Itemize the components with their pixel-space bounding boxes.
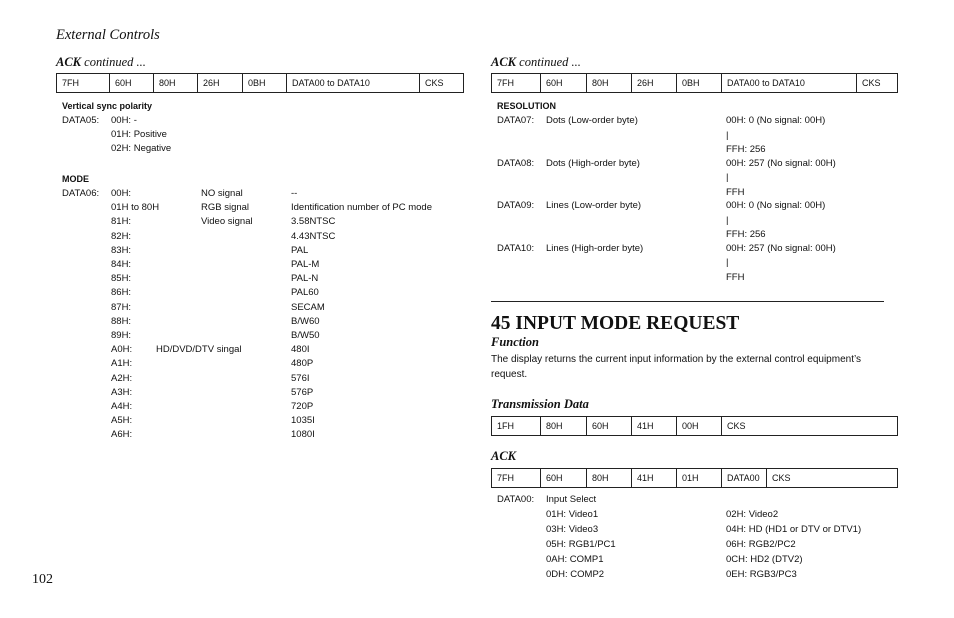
mode-format: 576P (291, 386, 314, 398)
resolution-range-bar: | (726, 129, 729, 141)
resolution-data-label: DATA09: (497, 200, 535, 211)
input-option: 06H: RGB2/PC2 (726, 539, 796, 550)
input-option: 0DH: COMP2 (546, 569, 605, 580)
mode-format: SECAM (291, 301, 325, 313)
ack-bold: ACK (491, 55, 517, 69)
mode-code: A5H: (111, 415, 133, 427)
mode-code: 89H: (111, 330, 132, 341)
mode-code: A2H: (111, 372, 133, 384)
section-title: 45 INPUT MODE REQUEST (491, 313, 740, 334)
input-option: 0AH: COMP1 (546, 554, 604, 565)
mode-format: B/W60 (291, 315, 320, 327)
page-header: External Controls (56, 27, 160, 43)
mode-code: A6H: (111, 429, 133, 441)
byte-cell: CKS (420, 74, 464, 93)
resolution-value: 00H: 0 (No signal: 00H) (726, 200, 826, 211)
mode-format: 720P (291, 401, 314, 412)
mode-format: PAL-N (291, 273, 319, 285)
mode-title: MODE (62, 174, 89, 184)
mode-format: 1035I (291, 415, 315, 427)
mode-code: 82H: (111, 230, 132, 242)
byte-cell: 7FH (57, 74, 110, 93)
mode-format: PAL (291, 244, 309, 256)
resolution-value: FFH (726, 186, 745, 198)
resolution-data-label: DATA07: (497, 115, 535, 126)
resolution-description: Dots (High-order byte) (546, 157, 640, 169)
mode-code: A0H: (111, 344, 133, 356)
byte-cell: 26H (198, 74, 243, 93)
ack-continued-caption-left (56, 55, 146, 70)
resolution-range-bar: | (726, 214, 729, 226)
byte-cell: 80H (587, 469, 632, 488)
byte-cell: 41H (632, 469, 677, 488)
function-text: The display returns the current input information by the external control equipment’s request. (491, 354, 862, 380)
vsync-data-label: DATA05: (62, 115, 100, 126)
mode-format: -- (291, 188, 298, 199)
byte-cell: 80H (154, 74, 198, 93)
resolution-description: Lines (High-order byte) (546, 242, 644, 254)
resolution-value: 00H: 0 (No signal: 00H) (726, 115, 826, 126)
mode-format: 480I (291, 344, 310, 356)
byte-cell: DATA00 to DATA10 (287, 74, 420, 93)
byte-cell: 60H (587, 417, 632, 436)
mode-format: 480P (291, 358, 314, 370)
byte-cell: DATA00 to DATA10 (722, 74, 857, 93)
ack-byte-table-right (491, 73, 898, 93)
input-option: 02H: Video2 (726, 509, 779, 520)
byte-cell: 26H (632, 74, 677, 93)
byte-cell: 80H (541, 417, 587, 436)
mode-format: 1080I (291, 429, 315, 441)
resolution-description: Dots (Low-order byte) (546, 115, 638, 126)
resolution-value: 00H: 257 (No signal: 00H) (726, 242, 836, 254)
mode-format: 576I (291, 372, 310, 384)
resolution-title: RESOLUTION (497, 101, 557, 111)
byte-cell: 0BH (677, 74, 722, 93)
input-option: 05H: RGB1/PC1 (546, 539, 616, 550)
mode-data-label: DATA06: (62, 188, 100, 199)
byte-cell: 41H (632, 417, 677, 436)
resolution-value: FFH: 256 (726, 229, 766, 240)
mode-code: 01H to 80H (111, 202, 160, 214)
page-number: 102 (32, 572, 53, 587)
byte-cell: 80H (587, 74, 632, 93)
vsync-title: Vertical sync polarity (62, 101, 153, 111)
mode-signal-type: HD/DVD/DTV singal (156, 344, 242, 356)
transmission-heading: Transmission Data (491, 397, 589, 411)
mode-code: 86H: (111, 287, 132, 299)
mode-code: 88H: (111, 315, 132, 327)
input-option: 01H: Video1 (546, 509, 599, 520)
input-select-title: Input Select (546, 494, 597, 505)
mode-format: 3.58NTSC (291, 216, 336, 228)
resolution-data-label: DATA08: (497, 157, 535, 169)
input-option: 04H: HD (HD1 or DTV or DTV1) (726, 524, 862, 535)
ack-bold: ACK (56, 55, 82, 69)
mode-signal-type: Video signal (201, 216, 253, 228)
byte-cell: 60H (541, 74, 587, 93)
byte-cell: 1FH (492, 417, 541, 436)
mode-format: 4.43NTSC (291, 230, 336, 242)
transmission-byte-table (491, 416, 898, 436)
resolution-range-bar: | (726, 257, 729, 268)
resolution-value: FFH (726, 271, 745, 283)
mode-signal-type: NO signal (201, 188, 243, 199)
byte-cell: 0BH (243, 74, 287, 93)
ack-heading: ACK (491, 449, 517, 463)
vsync-value: 01H: Positive (111, 129, 167, 140)
byte-cell: 7FH (492, 469, 541, 488)
ack-continued-text: continued ... (516, 55, 581, 69)
byte-cell: 00H (677, 417, 722, 436)
mode-format: PAL-M (291, 259, 320, 270)
section-divider (491, 301, 884, 302)
input-option: 03H: Video3 (546, 524, 599, 535)
byte-cell: DATA00 (722, 469, 767, 488)
resolution-value: 00H: 257 (No signal: 00H) (726, 157, 836, 169)
function-heading: Function (491, 335, 539, 349)
mode-code: 00H: (111, 188, 132, 199)
mode-format: B/W50 (291, 330, 320, 341)
resolution-description: Lines (Low-order byte) (546, 200, 642, 211)
resolution-range-bar: | (726, 172, 729, 183)
ack-byte-table-input (491, 468, 898, 488)
ack-continued-caption-right (491, 55, 581, 70)
byte-cell: CKS (767, 469, 898, 488)
mode-code: 87H: (111, 301, 132, 313)
mode-format: PAL60 (291, 287, 319, 299)
byte-cell: 7FH (492, 74, 541, 93)
resolution-data-label: DATA10: (497, 242, 535, 254)
input-data-label: DATA00: (497, 494, 535, 505)
byte-cell: 60H (110, 74, 154, 93)
input-option: 0EH: RGB3/PC3 (726, 569, 797, 580)
mode-code: 81H: (111, 216, 132, 228)
input-option: 0CH: HD2 (DTV2) (726, 554, 803, 565)
ack-byte-table-left (56, 73, 464, 93)
byte-cell: 60H (541, 469, 587, 488)
mode-code: A4H: (111, 401, 133, 412)
mode-code: 83H: (111, 244, 132, 256)
mode-format: Identification number of PC mode (291, 202, 432, 214)
mode-code: A3H: (111, 386, 133, 398)
ack-continued-text: continued ... (81, 55, 146, 69)
byte-cell: CKS (857, 74, 898, 93)
mode-code: A1H: (111, 358, 133, 370)
resolution-value: FFH: 256 (726, 144, 766, 155)
mode-signal-type: RGB signal (201, 202, 250, 214)
vsync-value: 00H: - (111, 115, 137, 126)
mode-code: 84H: (111, 259, 132, 270)
vsync-value: 02H: Negative (111, 143, 172, 154)
mode-code: 85H: (111, 273, 132, 285)
byte-cell: CKS (722, 417, 898, 436)
byte-cell: 01H (677, 469, 722, 488)
